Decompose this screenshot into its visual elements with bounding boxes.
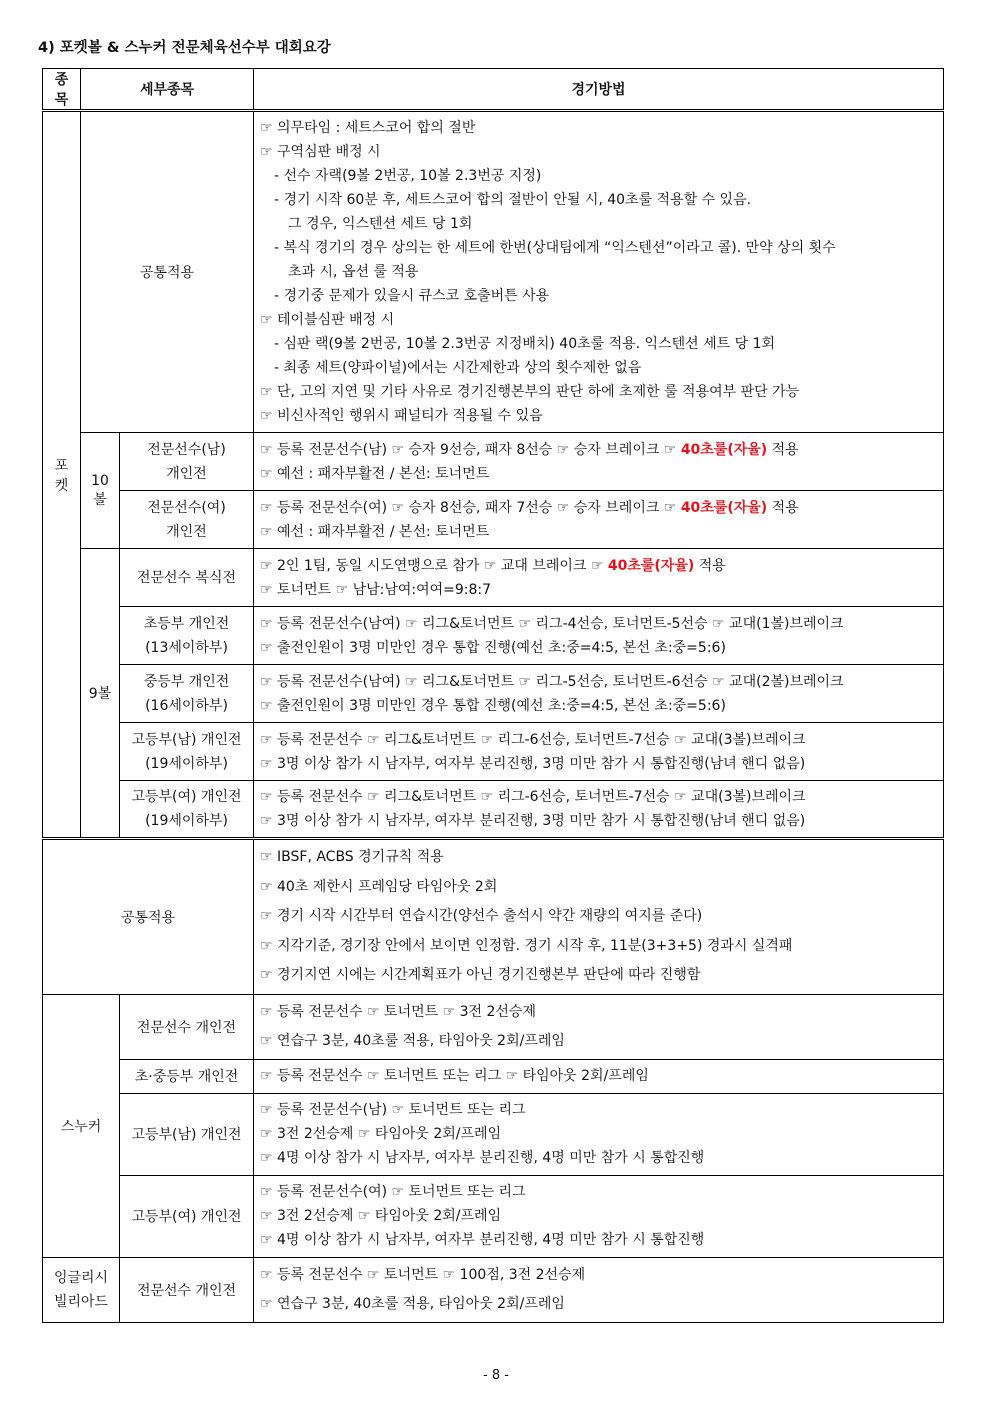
category-line: 빌리아드 — [53, 1293, 109, 1310]
event-method — [254, 491, 944, 549]
list-item: ☞ 등록 전문선수 ☞ 리그&토너먼트 ☞ 리그-6선승, 토너먼트-7선승 ☞ 교대(3볼)브레이크 — [260, 789, 806, 805]
event-name: 고등부(여) 개인전 — [120, 1175, 254, 1257]
event-name-line: (16세이하부) — [145, 697, 228, 714]
event-method — [254, 1093, 944, 1175]
list-item: ☞ 예선 : 패자부활전 / 본선: 토너먼트 — [260, 523, 490, 540]
list-item — [260, 438, 937, 462]
list-item: ☞ 3명 이상 참가 시 남자부, 여자부 분리진행, 3명 미만 참가 시 통합진행(남녀 핸디 없음) — [260, 813, 806, 829]
list-item: ☞ 경기 시작 시간부터 연습시간(양선수 출석시 약간 재량의 여지를 준다) — [260, 908, 703, 924]
header-method: 경기방법 — [254, 69, 944, 111]
list-item: ☞ 등록 전문선수 ☞ 토너먼트 또는 리그 ☞ 타임아웃 2회/프레임 — [260, 1068, 649, 1084]
event-name: 고등부(남) 개인전 — [120, 1093, 254, 1175]
event-method — [254, 994, 944, 1059]
list-item: ☞ 4명 이상 참가 시 남자부, 여자부 분리진행, 4명 미만 참가 시 통합진행 — [260, 1232, 705, 1248]
pocket-common-method — [254, 111, 944, 433]
list-item: - 최종 세트(양파이널)에서는 시간제한과 상의 횟수제한 없음 — [274, 360, 642, 376]
list-item: ☞ 의무타임 : 세트스코어 합의 절반 — [260, 120, 476, 136]
list-item: ☞ 등록 전문선수(남) ☞ 토너먼트 또는 리그 — [260, 1102, 526, 1118]
event-method — [254, 549, 944, 607]
list-item: ☞ 등록 전문선수 ☞ 리그&토너먼트 ☞ 리그-6선승, 토너먼트-7선승 ☞ 교대(3볼)브레이크 — [260, 731, 806, 748]
list-item: ☞ 비신사적인 행위시 패널티가 적용될 수 있음 — [260, 408, 543, 424]
event-name-line: 초등부 개인전 — [143, 615, 230, 632]
text-segment: ☞ 2인 1팀, 동일 시도연맹으로 참가 ☞ 교대 브레이크 ☞ — [260, 557, 608, 574]
table-row — [43, 723, 944, 781]
event-method — [254, 723, 944, 781]
event-name — [120, 433, 254, 491]
event-name-line: 전문선수 복식전 — [136, 569, 237, 586]
table-row — [43, 1175, 944, 1257]
event-name-line: 개인전 — [166, 465, 207, 482]
list-item: ☞ 토너먼트 ☞ 남남:남여:여여=9:8:7 — [260, 581, 492, 598]
highlight-text: 40초룰(자율) — [680, 441, 768, 458]
page-number: - 8 - — [483, 1368, 509, 1383]
list-item: ☞ 출전인원이 3명 미만인 경우 통합 진행(예선 초:중=4:5, 본선 초:중=5:6) — [260, 697, 726, 714]
event-name-line: 전문선수(여) — [147, 499, 226, 516]
event-name — [120, 491, 254, 549]
event-name — [120, 665, 254, 723]
list-item: 그 경우, 익스텐션 세트 당 1회 — [288, 216, 473, 232]
list-item: ☞ 테이블심판 배정 시 — [260, 312, 395, 328]
event-method — [254, 1059, 944, 1093]
text-segment: 적용 — [767, 499, 799, 516]
list-item: ☞ 3전 2선승제 ☞ 타임아웃 2회/프레임 — [260, 1126, 502, 1142]
list-item — [260, 496, 937, 520]
header-category: 종목 — [43, 69, 81, 111]
text-segment: ☞ 등록 전문선수(여) ☞ 승자 8선승, 패자 7선승 ☞ 승자 브레이크 ☞ — [260, 499, 681, 516]
list-item: ☞ 등록 전문선수(남여) ☞ 리그&토너먼트 ☞ 리그-4선승, 토너먼트-5선승 ☞ 교대(1볼)브레이크 — [260, 615, 844, 632]
list-item: ☞ IBSF, ACBS 경기규칙 적용 — [260, 849, 444, 865]
table-row — [43, 433, 944, 491]
event-name — [120, 723, 254, 781]
event-name-line: 고등부(남) 개인전 — [131, 731, 242, 748]
list-item: ☞ 단, 고의 지연 및 기타 사유로 경기진행본부의 판단 하에 초제한 룰 적용여부 판단 가능 — [260, 384, 800, 400]
ball9-label: 9볼 — [81, 549, 120, 839]
rules-table — [42, 68, 944, 1323]
list-item: 초과 시, 옵션 룰 적용 — [288, 264, 419, 280]
section-title: 4) 포켓볼 & 스누커 전문체육선수부 대회요강 — [38, 40, 331, 56]
text-segment: 적용 — [694, 557, 726, 574]
list-item: ☞ 40초 제한시 프레임당 타임아웃 2회 — [260, 878, 498, 895]
list-item: ☞ 출전인원이 3명 미만인 경우 통합 진행(예선 초:중=4:5, 본선 초:중=5:6) — [260, 639, 726, 656]
event-name — [120, 549, 254, 607]
table-row — [43, 1257, 944, 1322]
event-name: 초·중등부 개인전 — [120, 1059, 254, 1093]
pocket-common-label: 공통적용 — [81, 111, 254, 433]
table-row — [43, 491, 944, 549]
list-item: ☞ 등록 전문선수(여) ☞ 토너먼트 또는 리그 — [260, 1184, 526, 1200]
event-name: 전문선수 개인전 — [120, 994, 254, 1059]
table-row — [43, 1093, 944, 1175]
table-row — [43, 1059, 944, 1093]
snooker-common-label: 공통적용 — [43, 839, 254, 995]
category-line: 잉글리시 — [53, 1269, 109, 1286]
category-english-billiards — [43, 1257, 120, 1322]
text-segment: ☞ 등록 전문선수(남) ☞ 승자 9선승, 패자 8선승 ☞ 승자 브레이크 ☞ — [260, 441, 681, 458]
list-item: ☞ 3전 2선승제 ☞ 타임아웃 2회/프레임 — [260, 1208, 502, 1224]
event-name-line: (19세이하부) — [145, 755, 228, 772]
list-item: ☞ 등록 전문선수 ☞ 토너먼트 ☞ 100점, 3전 2선승제 — [260, 1266, 586, 1283]
table-row — [43, 994, 944, 1059]
event-name-line: 고등부(여) 개인전 — [131, 789, 242, 805]
snooker-common-method — [254, 839, 944, 995]
category-snooker: 스누커 — [43, 994, 120, 1257]
event-method — [254, 781, 944, 839]
list-item: - 선수 자랙(9볼 2번공, 10볼 2.3번공 지정) — [274, 168, 542, 184]
event-name-line: 개인전 — [166, 523, 207, 540]
list-item: ☞ 구역심판 배정 시 — [260, 144, 381, 160]
list-item: - 경기 시작 60분 후, 세트스코어 합의 절반이 안될 시, 40초룰 적용할 수 있음. — [274, 192, 752, 208]
table-row — [43, 549, 944, 607]
ball10-label: 10볼 — [81, 433, 120, 549]
event-method — [254, 607, 944, 665]
list-item — [260, 554, 937, 578]
highlight-text: 40초룰(자율) — [607, 557, 695, 574]
text-segment: 적용 — [767, 441, 799, 458]
table-row — [43, 607, 944, 665]
list-item: ☞ 등록 전문선수 ☞ 토너먼트 ☞ 3전 2선승제 — [260, 1003, 536, 1020]
list-item: ☞ 지각기준, 경기장 안에서 보이면 인정함. 경기 시작 후, 11분(3+3+5) 경과시 실격패 — [260, 937, 793, 954]
list-item: ☞ 연습구 3분, 40초룰 적용, 타임아웃 2회/프레임 — [260, 1295, 565, 1312]
event-name — [120, 607, 254, 665]
table-row — [43, 839, 944, 995]
event-name: 전문선수 개인전 — [120, 1257, 254, 1322]
table-row — [43, 665, 944, 723]
list-item: - 복식 경기의 경우 상의는 한 세트에 한번(상대팀에게 “익스텐션”이라고 콜). 만약 상의 횟수 — [274, 240, 836, 256]
list-item: ☞ 4명 이상 참가 시 남자부, 여자부 분리진행, 4명 미만 참가 시 통합진행 — [260, 1150, 705, 1166]
list-item: - 경기중 문제가 있을시 큐스코 호출버튼 사용 — [274, 288, 550, 304]
table-row — [43, 111, 944, 433]
highlight-text: 40초룰(자율) — [680, 499, 768, 516]
list-item: ☞ 예선 : 패자부활전 / 본선: 토너먼트 — [260, 465, 490, 482]
event-method — [254, 1175, 944, 1257]
list-item: ☞ 경기지연 시에는 시간계획표가 아닌 경기진행본부 판단에 따라 진행함 — [260, 967, 701, 983]
list-item: ☞ 3명 이상 참가 시 남자부, 여자부 분리진행, 3명 미만 참가 시 통합진행(남녀 핸디 없음) — [260, 755, 806, 772]
table-row — [43, 781, 944, 839]
list-item: ☞ 연습구 3분, 40초룰 적용, 타임아웃 2회/프레임 — [260, 1032, 565, 1049]
list-item: - 심판 랙(9볼 2번공, 10볼 2.3번공 지정배치) 40초룰 적용. 익스텐션 세트 당 1회 — [274, 336, 776, 352]
event-method — [254, 665, 944, 723]
event-name — [120, 781, 254, 839]
event-name-line: (19세이하부) — [145, 813, 228, 829]
category-pocket: 포켓 — [43, 111, 81, 839]
event-name-line: (13세이하부) — [145, 639, 228, 656]
event-method — [254, 433, 944, 491]
list-item: ☞ 등록 전문선수(남여) ☞ 리그&토너먼트 ☞ 리그-5선승, 토너먼트-6선승 ☞ 교대(2볼)브레이크 — [260, 673, 844, 690]
header-subcategory: 세부종목 — [81, 69, 254, 111]
event-method — [254, 1257, 944, 1322]
event-name-line: 전문선수(남) — [147, 441, 226, 458]
table-header-row — [43, 69, 944, 111]
event-name-line: 중등부 개인전 — [143, 673, 230, 690]
